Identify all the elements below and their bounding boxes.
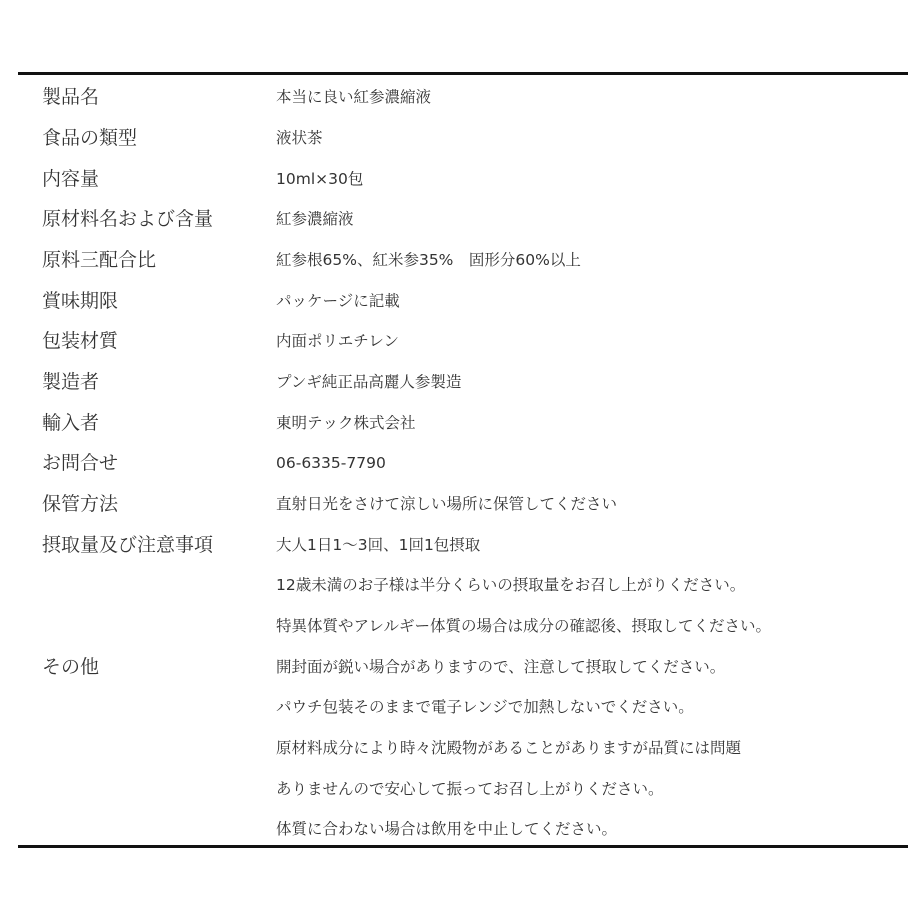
- spec-label: その他: [42, 656, 100, 678]
- spec-row-product-name: [18, 77, 908, 117]
- spec-label: 摂取量及び注意事項: [42, 534, 214, 556]
- spec-row-contact: [18, 443, 908, 483]
- spec-value: 体質に合わない場合は飲用を中止してください。: [276, 820, 618, 838]
- spec-value: 10ml×30包: [276, 170, 364, 188]
- spec-value: 06-6335-7790: [276, 454, 386, 472]
- spec-row-other: [18, 647, 908, 687]
- spec-row-intake-allergy: [18, 606, 908, 646]
- spec-label: 食品の類型: [42, 127, 138, 149]
- spec-row-other-sediment: [18, 728, 908, 768]
- spec-row-packaging: [18, 321, 908, 361]
- spec-value: 内面ポリエチレン: [276, 332, 399, 350]
- spec-row-intake-children: [18, 565, 908, 605]
- spec-row-contents: [18, 159, 908, 199]
- spec-row-manufacturer: [18, 362, 908, 402]
- spec-label: 製品名: [42, 86, 100, 108]
- product-spec-table: [18, 72, 908, 848]
- spec-label: 包装材質: [42, 330, 119, 352]
- spec-value: 原材料成分により時々沈殿物があることがありますが品質には問題: [276, 739, 742, 757]
- spec-row-importer: [18, 403, 908, 443]
- spec-label: 原材料名および含量: [42, 208, 214, 230]
- spec-value: 直射日光をさけて涼しい場所に保管してください: [276, 495, 618, 513]
- spec-value: パウチ包装そのままで電子レンジで加熱しないでください。: [276, 698, 694, 716]
- spec-value: 12歳未満のお子様は半分くらいの摂取量をお召し上がりください。: [276, 576, 746, 594]
- spec-row-storage: [18, 484, 908, 524]
- spec-value: 本当に良い紅参濃縮液: [276, 88, 432, 106]
- spec-row-other-shake: [18, 769, 908, 809]
- spec-value: 紅参根65%、紅米参35% 固形分60%以上: [276, 251, 581, 269]
- spec-label: 原料三配合比: [42, 249, 157, 271]
- spec-value: ありませんので安心して振ってお召し上がりください。: [276, 780, 664, 798]
- spec-value: 紅参濃縮液: [276, 210, 354, 228]
- spec-row-intake: [18, 525, 908, 565]
- spec-row-other-discontinue: [18, 809, 908, 849]
- spec-row-food-type: [18, 118, 908, 158]
- spec-value: プンギ純正品高麗人参製造: [276, 373, 462, 391]
- spec-label: お問合せ: [42, 452, 119, 474]
- spec-label: 賞味期限: [42, 290, 119, 312]
- spec-value: 液状茶: [276, 129, 323, 147]
- spec-label: 保管方法: [42, 493, 119, 515]
- spec-label: 輸入者: [42, 412, 100, 434]
- spec-value: 東明テック株式会社: [276, 414, 416, 432]
- spec-value: パッケージに記載: [276, 292, 400, 310]
- spec-label: 製造者: [42, 371, 100, 393]
- spec-label: 内容量: [42, 168, 100, 190]
- spec-value: 開封面が鋭い場合がありますので、注意して摂取してください。: [276, 658, 726, 676]
- spec-row-blend-ratio: [18, 240, 908, 280]
- spec-value: 大人1日1〜3回、1回1包摂取: [276, 536, 481, 554]
- spec-row-expiry: [18, 281, 908, 321]
- spec-value: 特異体質やアレルギー体質の場合は成分の確認後、摂取してください。: [276, 617, 771, 635]
- spec-row-ingredients: [18, 199, 908, 239]
- spec-row-other-microwave: [18, 687, 908, 727]
